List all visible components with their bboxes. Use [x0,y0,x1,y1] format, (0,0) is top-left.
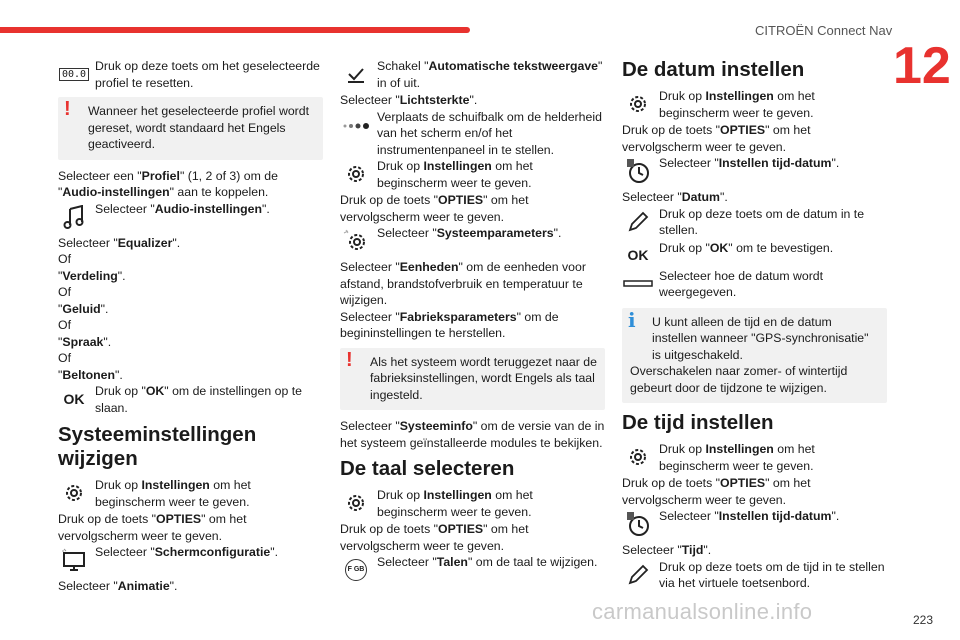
section-heading-date: De datum instellen [622,58,805,81]
settings-step: Druk op Instellingen om het beginscherm weer te geven. [340,487,605,521]
date-format-step: Selecteer hoe de datum wordt weergegeven. [622,268,887,302]
auto-text-step: Schakel "Automatische tekstweergave" in of uit. [340,58,605,92]
chapter-number: 12 [893,37,951,95]
warning-box: ! Wanneer het geselecteerde profiel wordt gereset, wordt standaard het Engels geactiveerd. [58,97,323,160]
header-accent-bar [0,27,470,33]
gear-icon [58,477,90,509]
gear-icon [622,441,654,473]
profile-instruction: Selecteer een "Profiel" (1, 2 of 3) om de "Audio-instellingen" aan te koppelen. [58,168,278,199]
checkbox-check-icon [340,58,372,90]
column-2: Schakel "Automatische tekstweergave" in of uit. Selecteer "Lichtsterkte". Verplaats de schuifbalk om de helderheid van het scherm en/of het instrumentenpaneel in te stellen. Druk op Instellingen om het beginscherm weer te geven. Druk op de toets "OPTIES" om het vervolgscherm weer te geven. Selecteer "Systeemparameters". Selecteer "Eenheden" om de eenheden voor afstand, brandstofverbruik en temperatuur te wijzigen. Selecteer "Fabrieksparameters" om de begininstellingen te herstellen. ! Als het systeem wordt teruggezet naar de fabrieksinstellingen, wordt Engels als taal ingesteld. Selecteer "Systeeminfo" om de versie van de in het systeem geïnstalleerde modules te bekijken. De taal selecteren Druk op Instellingen om het beginscherm weer te geven. Druk op de toets "OPTIES" om het vervolgscherm weer te geven. F GB Selecteer "Talen" om de taal te wijzigen. [340,58,605,588]
pencil-time-step: Druk op deze toets om de tijd in te stellen via het virtuele toetsenbord. [622,559,887,593]
pencil-date-step: Druk op deze toets om de datum in te stellen. [622,206,887,240]
reset-instruction: 00.0 Druk op deze toets om het geselecteerde profiel te resetten. [58,58,323,91]
reset-counter-icon: 00.0 [58,58,90,90]
settings-step: Druk op Instellingen om het beginscherm weer te geven. [340,158,605,192]
warning-icon: ! [64,98,71,120]
ok-icon: OK [627,247,649,264]
format-bar-icon [622,268,654,300]
gear-sparkle-icon [340,225,372,257]
gear-icon [622,88,654,120]
info-icon: i [628,307,636,332]
section-heading-time: De tijd instellen [622,411,774,434]
ok-save-step: OK Druk op "OK" om de instellingen op te slaan. [58,383,323,417]
music-note-icon [58,201,90,233]
audio-settings-step: Selecteer "Audio-instellingen". [58,201,323,235]
column-1: 00.0 Druk op deze toets om het geselecteerde profiel te resetten. ! Wanneer het geselecteerde profiel wordt gereset, wordt standaard het Engels geactiveerd. Selecteer een "Profiel" (1, 2 of 3) om de "Audio-instellingen" aan te koppelen. Selecteer "Audio-instellingen". Selecteer "Equalizer". Of "Verdeling". Of "Geluid". Of "Spraak". Of "Beltonen". OK Druk op "OK" om de instellingen op te slaan. Systeeminstellingen wijzigen Druk op Instellingen om het beginscherm weer te geven. Druk op de toets "OPTIES" om het vervolgscherm weer te geven. Selecteer "Schermconfiguratie". Selecteer "Animatie". [58,58,323,595]
pencil-icon [622,206,654,238]
watermark: carmanualsonline.info [592,599,813,624]
slider-dots-icon [340,109,372,141]
pencil-icon [622,559,654,591]
screen-config-step: Selecteer "Schermconfiguratie". [58,544,323,578]
ok-confirm-step: OK Druk op "OK" om te bevestigen. [622,240,887,268]
settings-step: Druk op Instellingen om het beginscherm weer te geven. [58,477,323,511]
column-3: De datum instellen Druk op Instellingen om het beginscherm weer te geven. Druk op de toets "OPTIES" om het vervolgscherm weer te geven. Selecteer "Instellen tijd-datum". Selecteer "Datum". Druk op deze toets om de datum in te stellen. OK Druk op "OK" om te bevestigen. Selecteer hoe de datum wordt weergegeven. i U kunt alleen de tijd en de datum instellen wanneer "GPS-synchronisatie" is uitgeschakeld. Overschakelen naar zomer- of wintertijd gebeurt door de tijdzone te wijzigen. De tijd instellen Druk op Instellingen om het beginscherm weer te geven. Druk op de toets "OPTIES" om het vervolgscherm weer te geven. Selecteer "Instellen tijd-datum". Selecteer "Tijd". Druk op deze toets om de tijd in te stellen via het virtuele toetsenbord. [622,58,887,593]
language-icon: F GB [340,554,372,586]
system-params-step: Selecteer "Systeemparameters". [340,225,605,259]
settings-step: Druk op Instellingen om het beginscherm weer te geven. [622,441,887,475]
header-title: CITROËN Connect Nav [755,23,893,38]
clock-icon [622,155,654,187]
time-date-step: Selecteer "Instellen tijd-datum". [622,508,887,542]
warning-icon: ! [346,348,353,371]
gear-icon [340,487,372,519]
clock-icon [622,508,654,540]
language-step: F GB Selecteer "Talen" om de taal te wijzigen. [340,554,605,588]
brightness-slider-step: Verplaats de schuifbalk om de helderheid van het scherm en/of het instrumentenpaneel in te stellen. [340,109,605,159]
time-date-step: Selecteer "Instellen tijd-datum". [622,155,887,189]
warning-box: ! Als het systeem wordt teruggezet naar de fabrieksinstellingen, wordt Engels als taal ingesteld. [340,348,605,411]
monitor-icon [58,544,90,576]
section-heading-system: Systeeminstellingen wijzigen [58,423,257,470]
info-box: i U kunt alleen de tijd en de datum instellen wanneer "GPS-synchronisatie" is uitgeschakeld. Overschakelen naar zomer- of wintertijd gebeurt door de tijdzone te wijzigen. [622,308,887,404]
gear-icon [340,158,372,190]
settings-step: Druk op Instellingen om het beginscherm weer te geven. [622,88,887,122]
page-number: 223 [913,613,934,627]
section-heading-language: De taal selecteren [340,457,515,480]
ok-icon: OK [63,390,85,407]
